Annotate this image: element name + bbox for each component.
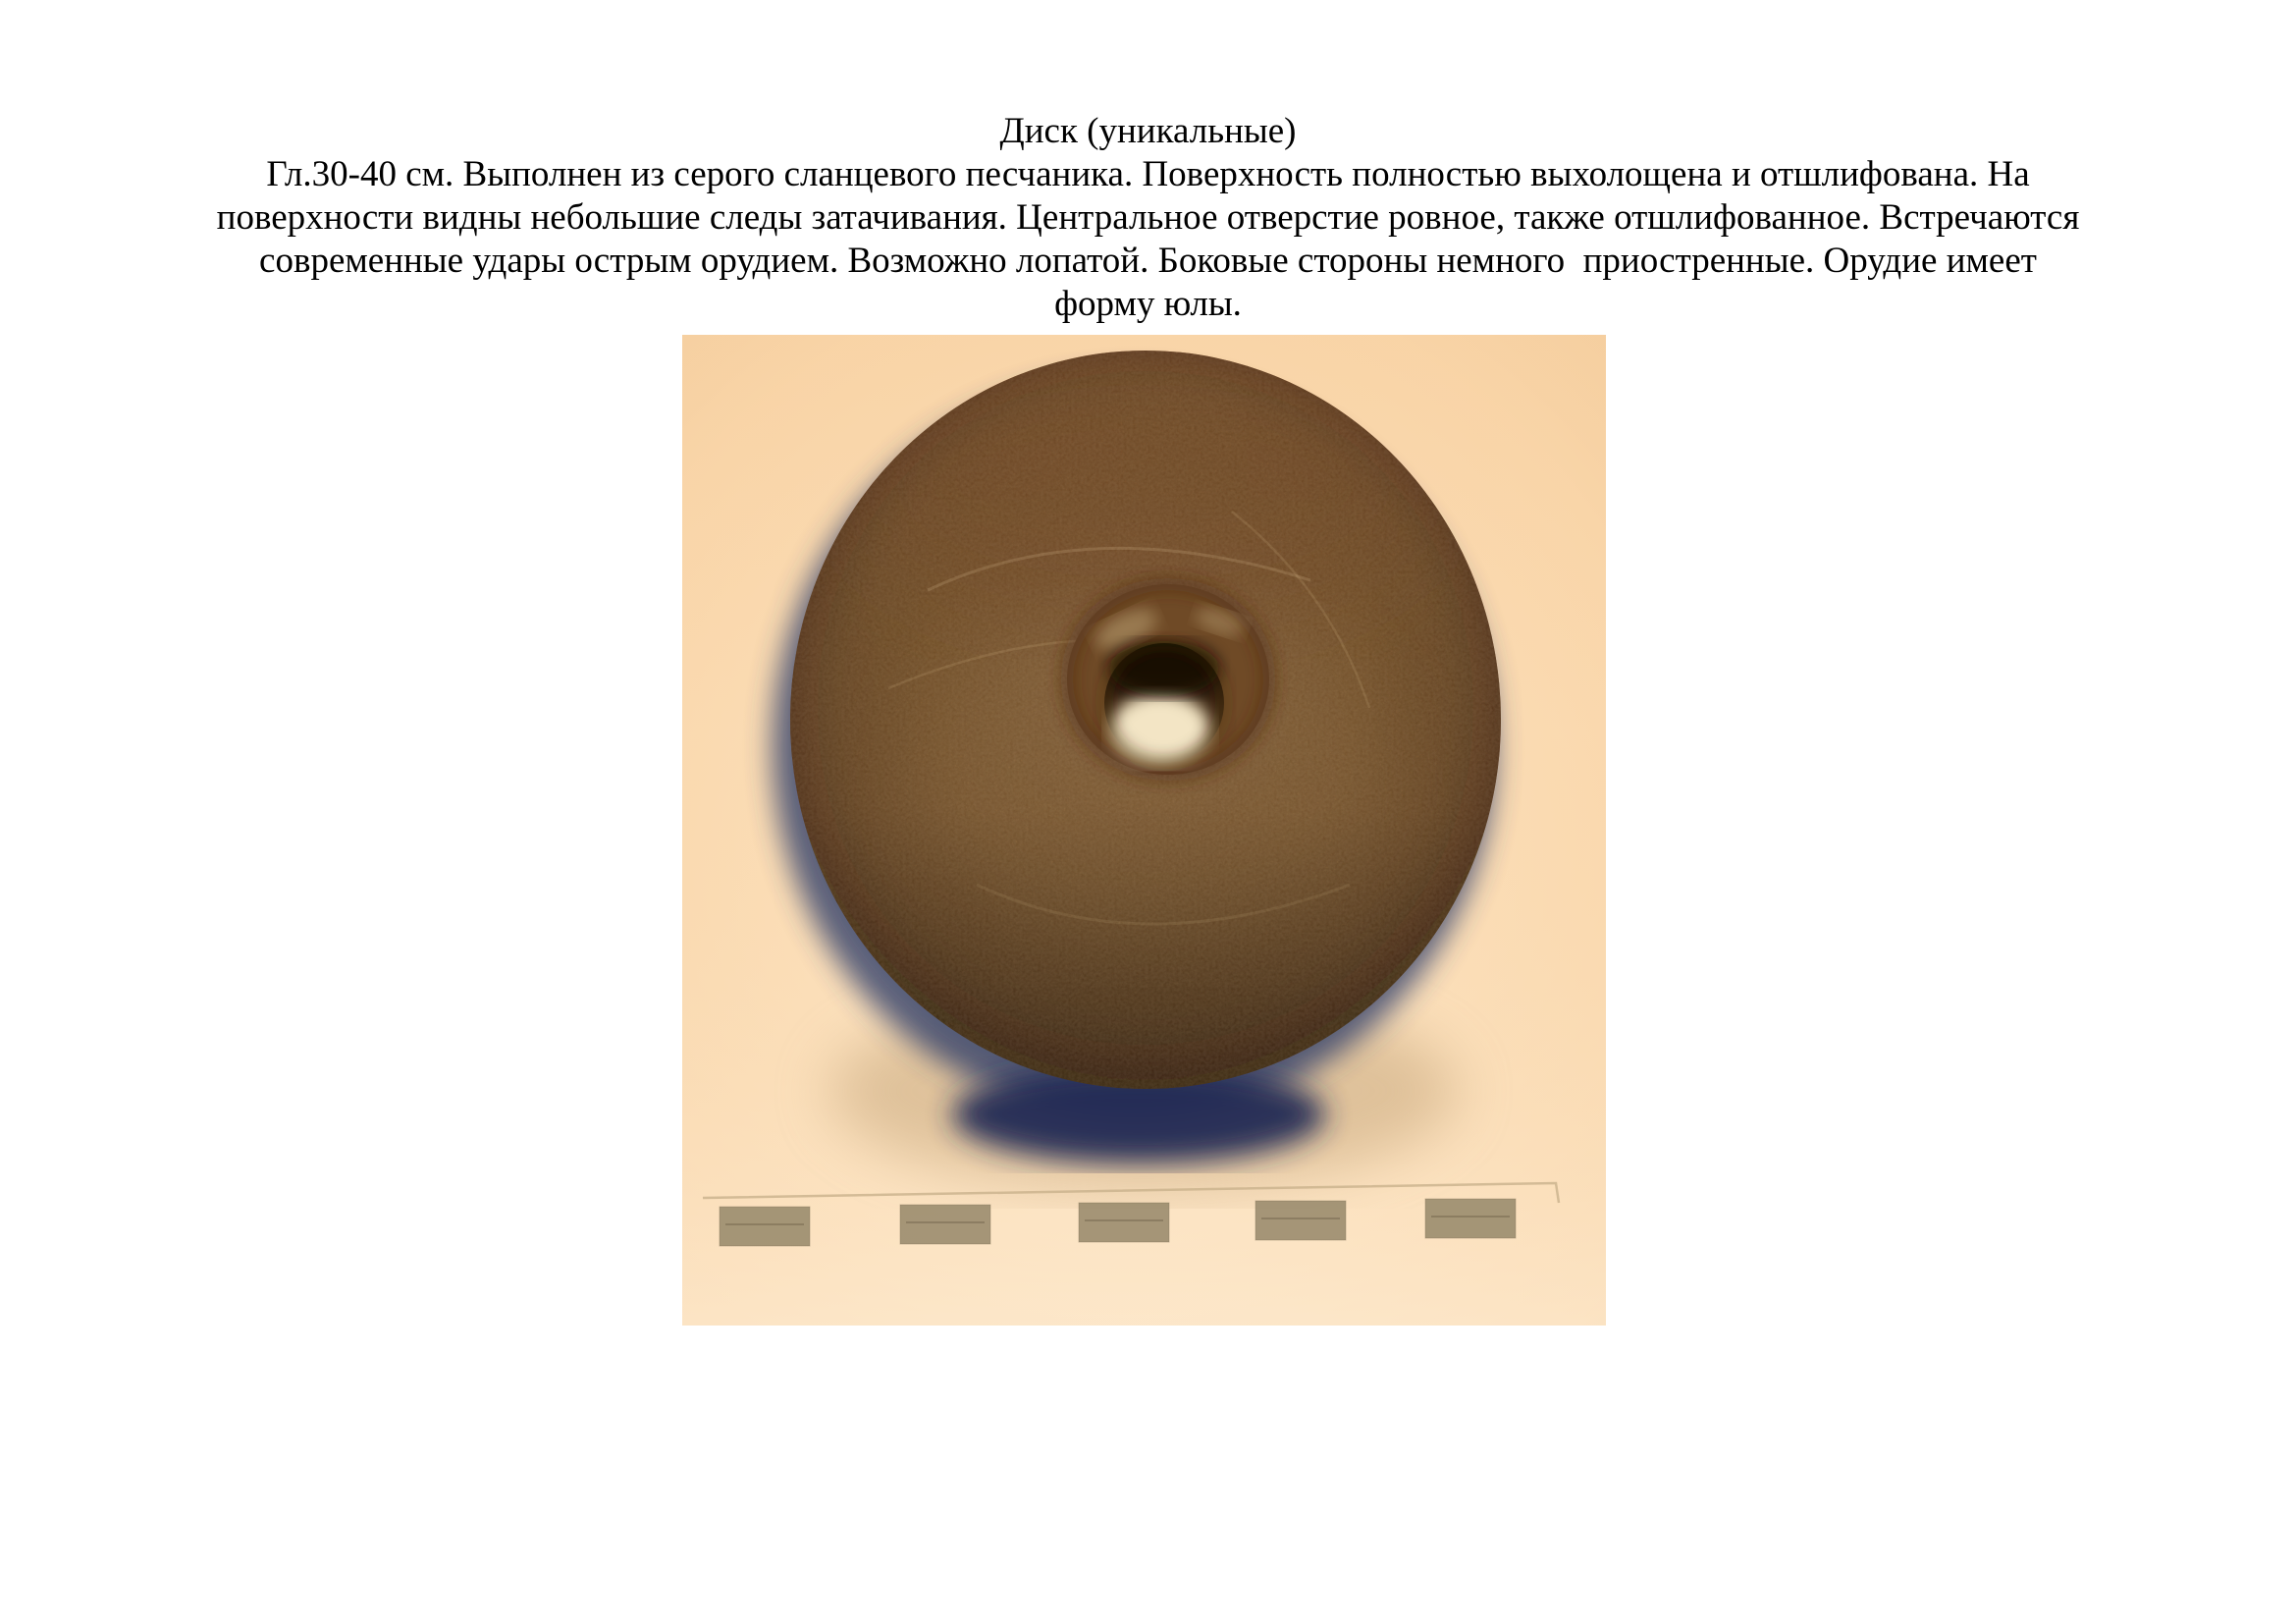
scale-bar-segment xyxy=(1255,1201,1346,1240)
artifact-photo xyxy=(682,335,1606,1326)
central-hole xyxy=(1067,584,1269,775)
body-line: Гл.30-40 см. Выполнен из серого сланцевого песчаника. Поверхность полностью выхолощена и отшлифована. На xyxy=(266,154,2030,194)
page-title: Диск (уникальные) xyxy=(999,111,1297,151)
scale-bar-segment xyxy=(720,1207,810,1246)
description-text-block xyxy=(0,0,2296,326)
scale-bar-segment xyxy=(1079,1203,1169,1242)
artifact-photo-canvas xyxy=(682,335,1606,1326)
body-line: поверхности видны небольшие следы затачивания. Центральное отверстие ровное, также отшлифованное. Встречаются xyxy=(216,197,2080,238)
scale-bar-segment xyxy=(1425,1199,1516,1238)
body-line: современные удары острым орудием. Возможно лопатой. Боковые стороны немного приостренные. Орудие имеет xyxy=(259,241,2037,281)
scale-bar-segment xyxy=(900,1205,990,1244)
body-line: форму юлы. xyxy=(1054,284,1242,324)
